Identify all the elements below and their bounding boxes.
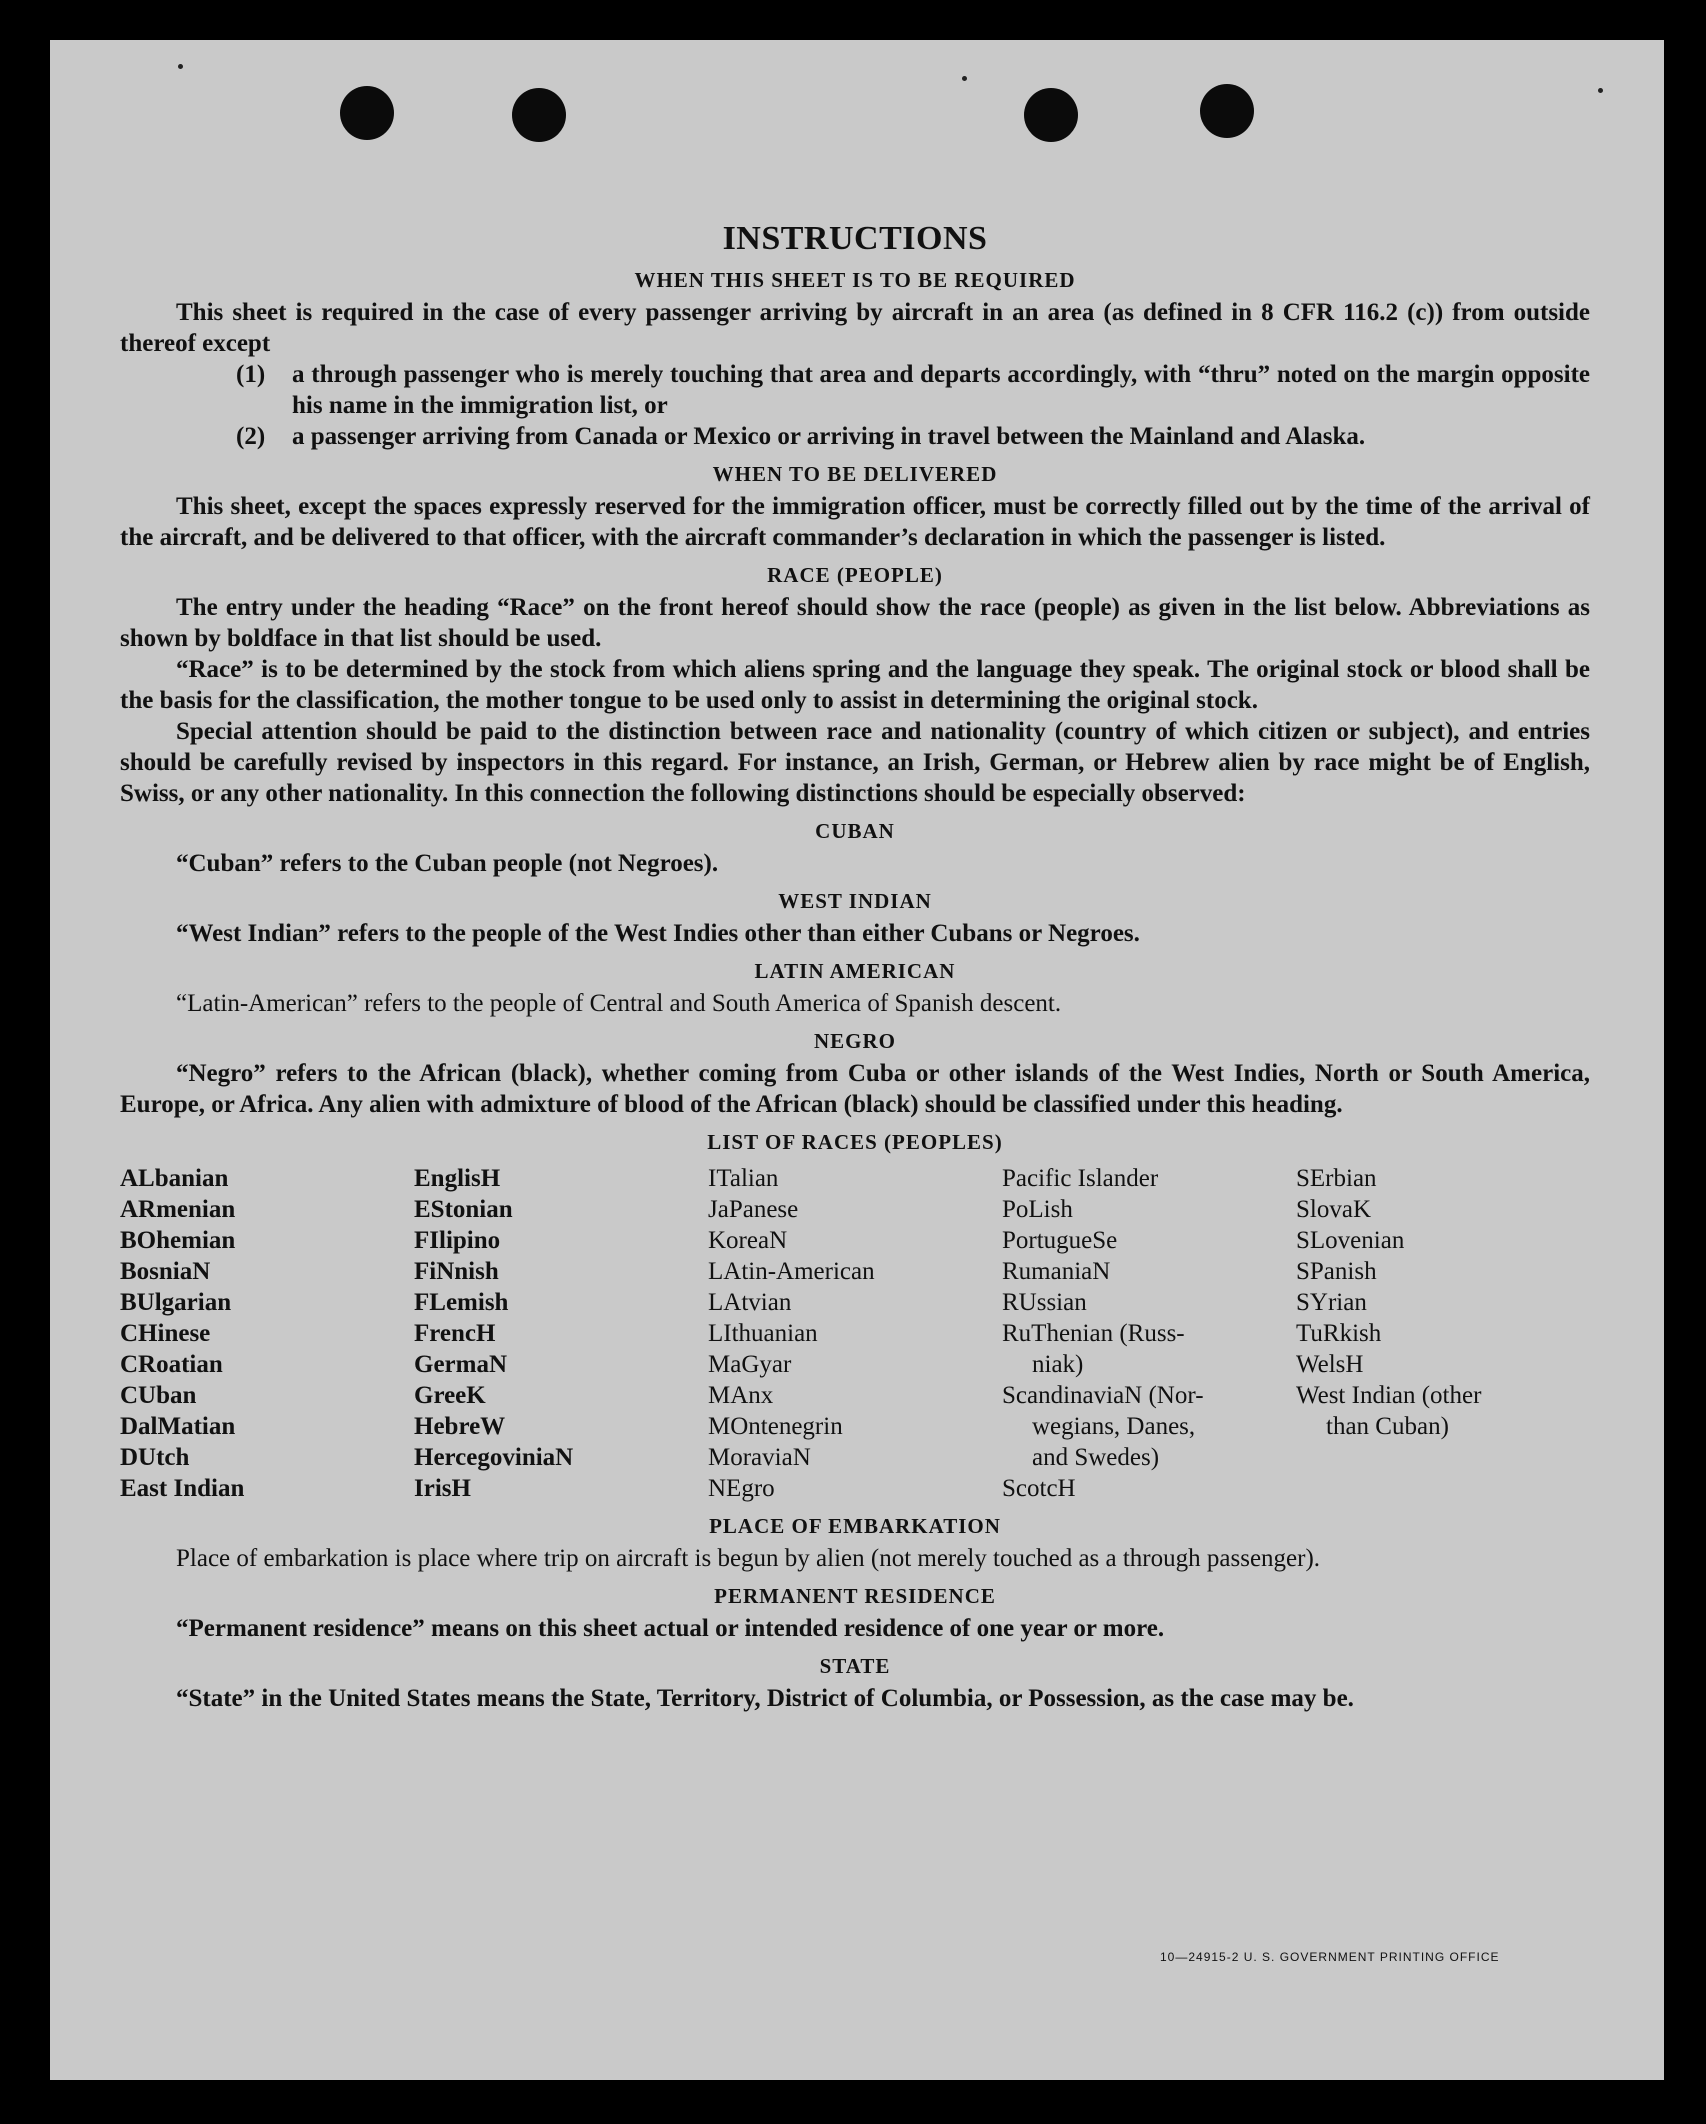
race-entry: ScandinaviaN (Nor-: [1002, 1382, 1204, 1409]
paragraph-permanent-residence: “Permanent residence” means on this sheet actual or intended residence of one year or more.: [176, 1615, 1165, 1642]
race-entry: RumaniaN: [1002, 1258, 1111, 1285]
heading-permanent-residence: PERMANENT RESIDENCE: [714, 1584, 996, 1608]
race-entry-continued: niak): [1032, 1351, 1084, 1378]
instructions-content: [120, 220, 1590, 1714]
race-entry: HercegoviniaN: [414, 1444, 574, 1471]
paragraph-embarkation: Place of embarkation is place where trip on aircraft is begun by alien (not merely touched as a through passenger).: [176, 1545, 1321, 1572]
item-number: (1): [236, 361, 266, 388]
race-entry: BUlgarian: [120, 1289, 232, 1316]
race-entry-continued: wegians, Danes,: [1032, 1413, 1196, 1440]
race-entry: JaPanese: [708, 1196, 799, 1223]
paragraph-required: This sheet is required in the case of every passenger arriving by aircraft in an area (as defined in 8 CFR 116.2 (c)) from outside thereof except: [120, 299, 1590, 357]
list-item: [236, 421, 1590, 452]
race-entry-continued: than Cuban): [1326, 1413, 1449, 1440]
printing-office-code: 10—24915-2 U. S. GOVERNMENT PRINTING OFFICE: [1160, 1950, 1500, 1964]
race-entry: FrencH: [414, 1320, 496, 1347]
race-entry: RuThenian (Russ-: [1002, 1320, 1185, 1347]
race-entry: SLovenian: [1296, 1227, 1405, 1254]
race-entry: GreeK: [414, 1382, 486, 1409]
race-entry: SPanish: [1296, 1258, 1377, 1285]
race-entry: HebreW: [414, 1413, 506, 1440]
race-entry: SYrian: [1296, 1289, 1367, 1316]
paragraph-delivered: This sheet, except the spaces expressly reserved for the immigration officer, must be correctly filled out by the time of the arrival of the aircraft, and be delivered to that officer, with the aircraft commander’s declaration in which the passenger is listed.: [120, 493, 1590, 551]
races-list: [120, 1163, 1590, 1504]
races-column-3: [708, 1163, 1002, 1504]
item-number: (2): [236, 423, 266, 450]
paragraph-latin-american: “Latin-American” refers to the people of Central and South America of Spanish descent.: [176, 990, 1062, 1017]
paragraph-race-3: Special attention should be paid to the distinction between race and nationality (country of which citizen or subject), and entries should be carefully revised by inspectors in this regard. For instance, an Irish, German, or Hebrew alien by race might be of English, Swiss, or any other nationality. In this connection the following distinctions should be especially observed:: [120, 718, 1590, 807]
race-entry: EStonian: [414, 1196, 513, 1223]
race-entry: EnglisH: [414, 1165, 501, 1192]
race-entry: IrisH: [414, 1475, 471, 1502]
race-entry-continued: and Swedes): [1032, 1444, 1160, 1471]
race-entry: ARmenian: [120, 1196, 236, 1223]
heading-cuban: CUBAN: [815, 819, 895, 843]
speck: [1598, 88, 1603, 93]
heading-when-delivered: WHEN TO BE DELIVERED: [712, 462, 998, 486]
race-entry: DalMatian: [120, 1413, 236, 1440]
race-entry: East Indian: [120, 1475, 245, 1502]
heading-race: RACE (PEOPLE): [767, 563, 943, 587]
paragraph-state: “State” in the United States means the State, Territory, District of Columbia, or Possession, as the case may be.: [176, 1685, 1354, 1712]
race-entry: MAnx: [708, 1382, 774, 1409]
race-entry: FLemish: [414, 1289, 509, 1316]
race-entry: ScotcH: [1002, 1475, 1076, 1502]
speck: [962, 76, 967, 81]
punch-hole: [512, 88, 566, 142]
heading-negro: NEGRO: [813, 1029, 896, 1053]
heading-state: STATE: [819, 1654, 891, 1678]
race-entry: BOhemian: [120, 1227, 236, 1254]
item-text: a through passenger who is merely touching that area and departs accordingly, with “thru” noted on the margin opposite his name in the immigration list, or: [292, 361, 1590, 419]
race-entry: MOntenegrin: [708, 1413, 843, 1440]
heading-races-list: LIST OF RACES (PEOPLES): [707, 1130, 1003, 1154]
race-entry: FIlipino: [414, 1227, 501, 1254]
races-column-1: [120, 1163, 414, 1504]
race-entry: SlovaK: [1296, 1196, 1371, 1223]
list-item: [236, 359, 1590, 421]
race-entry: TuRkish: [1296, 1320, 1382, 1347]
paragraph-west-indian: “West Indian” refers to the people of the West Indies other than either Cubans or Negroes.: [176, 920, 1140, 947]
race-entry: GermaN: [414, 1351, 508, 1378]
heading-embarkation: PLACE OF EMBARKATION: [709, 1514, 1001, 1538]
race-entry: KoreaN: [708, 1227, 788, 1254]
punch-hole: [1024, 88, 1078, 142]
race-entry: LIthuanian: [708, 1320, 818, 1347]
race-entry: PoLish: [1002, 1196, 1073, 1223]
race-entry: BosniaN: [120, 1258, 211, 1285]
race-entry: CHinese: [120, 1320, 211, 1347]
race-entry: PortugueSe: [1002, 1227, 1118, 1254]
speck: [178, 64, 183, 69]
heading-when-required: WHEN THIS SHEET IS TO BE REQUIRED: [634, 268, 1076, 292]
race-entry: FiNnish: [414, 1258, 499, 1285]
races-column-2: [414, 1163, 708, 1504]
paragraph-negro: “Negro” refers to the African (black), whether coming from Cuba or other islands of the West Indies, North or South America, Europe, or Africa. Any alien with admixture of blood of the African (black) should be classified under this heading.: [120, 1060, 1590, 1118]
punch-hole: [1200, 84, 1254, 138]
punch-hole: [340, 86, 394, 140]
race-entry: SErbian: [1296, 1165, 1377, 1192]
item-text: a passenger arriving from Canada or Mexico or arriving in travel between the Mainland and Alaska.: [292, 423, 1366, 450]
heading-latin-american: LATIN AMERICAN: [754, 959, 956, 983]
paragraph-race-2: “Race” is to be determined by the stock from which aliens spring and the language they speak. The original stock or blood shall be the basis for the classification, the mother tongue to be used only to assist in determining the original stock.: [120, 656, 1590, 714]
race-entry: RUssian: [1002, 1289, 1087, 1316]
races-column-4: [1002, 1163, 1296, 1504]
page-title: INSTRUCTIONS: [722, 220, 988, 257]
race-entry: NEgro: [708, 1475, 775, 1502]
race-entry: LAtvian: [708, 1289, 792, 1316]
races-column-5: [1296, 1163, 1590, 1504]
race-entry: MoraviaN: [708, 1444, 811, 1471]
race-entry: CRoatian: [120, 1351, 223, 1378]
heading-west-indian: WEST INDIAN: [778, 889, 932, 913]
race-entry: WelsH: [1296, 1351, 1364, 1378]
race-entry: LAtin-American: [708, 1258, 875, 1285]
paragraph-cuban: “Cuban” refers to the Cuban people (not Negroes).: [176, 850, 719, 877]
document-page: [50, 40, 1664, 2080]
race-entry: CUban: [120, 1382, 197, 1409]
race-entry: ALbanian: [120, 1165, 229, 1192]
race-entry: ITalian: [708, 1165, 779, 1192]
race-entry: West Indian (other: [1296, 1382, 1482, 1409]
race-entry: MaGyar: [708, 1351, 792, 1378]
race-entry: Pacific Islander: [1002, 1165, 1159, 1192]
race-entry: DUtch: [120, 1444, 190, 1471]
paragraph-race-1: The entry under the heading “Race” on the front hereof should show the race (people) as given in the list below. Abbreviations as shown by boldface in that list should be used.: [120, 594, 1590, 652]
